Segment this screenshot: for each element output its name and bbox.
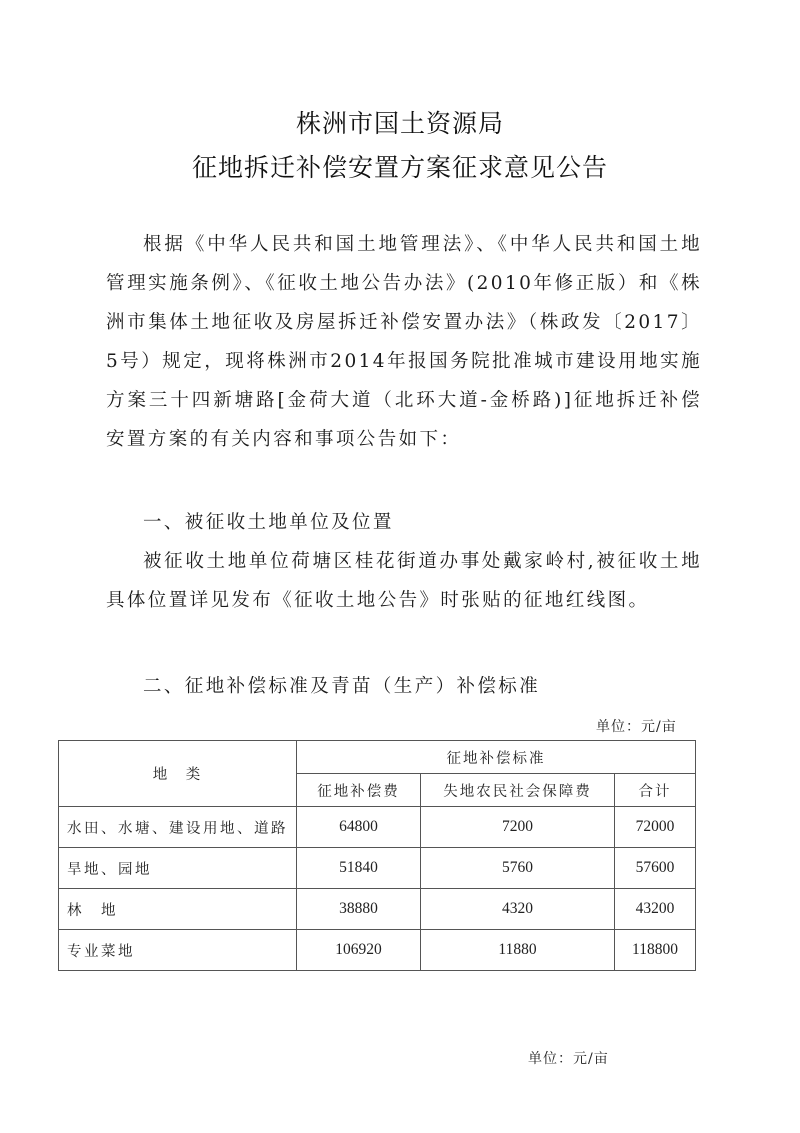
footer-unit-label: 单位：元/亩 xyxy=(528,1051,609,1067)
section1-body: 被征收土地单位荷塘区桂花街道办事处戴家岭村,被征收土地具体位置详见发布《征收土地公告》时张贴的征地红线图。 xyxy=(106,551,702,611)
intro-paragraph: 根据《中华人民共和国土地管理法》、《中华人民共和国土地管理实施条例》、《征收土地公告办法》(2010年修正版）和《株洲市集体土地征收及房屋拆迁补偿安置办法》（株政发〔2017〕5号）规定，现将株洲市2014年报国务院批准城市建设用地实施方案三十四新塘路[金荷大道（北环大道-金桥路)]征地拆迁补偿安置方案的有关内容和事项公告如下： xyxy=(106,234,702,450)
section1-heading: 一、被征收土地单位及位置 xyxy=(143,512,394,533)
row-total: 72000 xyxy=(615,807,696,848)
section2-heading: 二、征地补偿标准及青苗（生产）补偿标准 xyxy=(143,676,541,697)
table-row xyxy=(59,807,696,848)
header-compensation: 征地补偿费 xyxy=(297,774,421,807)
table-row xyxy=(59,889,696,930)
row-category: 专业菜地 xyxy=(59,930,297,971)
row-compensation: 64800 xyxy=(297,807,421,848)
row-compensation: 38880 xyxy=(297,889,421,930)
row-category: 旱地、园地 xyxy=(59,848,297,889)
row-social-security: 7200 xyxy=(421,807,615,848)
table-row xyxy=(59,848,696,889)
document-title-line2: 征地拆迁补偿安置方案征求意见公告 xyxy=(191,153,608,182)
header-group: 征地补偿标准 xyxy=(297,741,696,774)
document-title-line1: 株洲市国土资源局 xyxy=(295,109,504,138)
row-social-security: 5760 xyxy=(421,848,615,889)
row-compensation: 51840 xyxy=(297,848,421,889)
table-unit-label: 单位：元/亩 xyxy=(596,719,677,735)
row-compensation: 106920 xyxy=(297,930,421,971)
table-header-row xyxy=(59,741,696,774)
row-total: 43200 xyxy=(615,889,696,930)
table-row xyxy=(59,930,696,971)
header-category: 地 类 xyxy=(59,741,297,807)
row-total: 118800 xyxy=(615,930,696,971)
row-total: 57600 xyxy=(615,848,696,889)
header-total: 合计 xyxy=(615,774,696,807)
compensation-table xyxy=(58,740,696,971)
row-social-security: 4320 xyxy=(421,889,615,930)
row-category: 水田、水塘、建设用地、道路 xyxy=(59,807,297,848)
header-social-security: 失地农民社会保障费 xyxy=(421,774,615,807)
row-social-security: 11880 xyxy=(421,930,615,971)
row-category: 林 地 xyxy=(59,889,297,930)
